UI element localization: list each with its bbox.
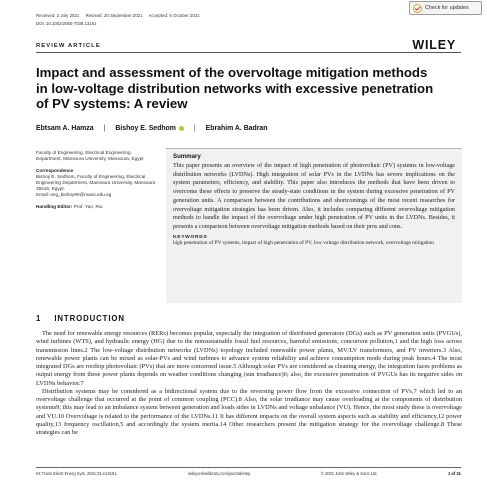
author-name[interactable]: Ebtsam A. Hamza bbox=[36, 125, 94, 132]
keywords-heading: KEYWORDS bbox=[173, 234, 208, 240]
author-list bbox=[36, 125, 267, 132]
author-name[interactable]: Bishoy E. Sedhom bbox=[115, 125, 176, 132]
author-separator: | bbox=[193, 125, 196, 132]
publisher-logo: WILEY bbox=[412, 38, 456, 52]
revised-date: Revised: 20 September 2021 bbox=[85, 13, 143, 18]
page-number: 1 of 31 bbox=[447, 471, 461, 476]
keywords-text: high penetration of PV systems, impact of high penetration of PV, low voltage distribution network, overvoltage mitigation bbox=[173, 239, 434, 246]
section-title: INTRODUCTION bbox=[54, 314, 125, 323]
correspondence-email[interactable]: Email: eng_bishoy90@mans.edu.eg bbox=[36, 192, 112, 197]
body-paragraph: The need for renewable energy resources (RERs) becomes popular, especially the integration of distributed generators (DGs) such as PV generation units (PVGUs), wind turbines (WTS), and hydraulic energy (HG) due to the nonsustainable fossil fuel resources, harmful emissions, concurrent pollution,1 and the high loss across transmission lines.2 The low-voltage distribution networks (LVDNs) topology included renewable power plants, MV/LV transformers, and PV inverters.3 Also, renewable power plants can be mixed as solar-PVs and wind turbines to advance system reliability and achieve consumption mode during peak hours.4 The most integrated DGs are rooftop photovoltaic (PVs) that are more concerned issue.5 Although solar PVs are considered as cleaning energy, the integration faces problems as output energy from these power plants depends on weather conditions changing (sun irradiance)6; also, the excessive penetration of PVGUs has its negative sides on LVDNs behavior.7 bbox=[36, 330, 462, 387]
article-title: Impact and assessment of the overvoltage mitigation methods in low-voltage distribution networks with excessive penetration of PV systems: A review bbox=[36, 65, 434, 111]
summary-box bbox=[166, 148, 462, 303]
body-paragraph: Distribution systems may be considered as a bidirectional system due to the reversing power flow from the excessive connection of PVs,7 which led to an overvoltage challenge that occurred at the point of common coupling (PCC).8 Also, the solar irradiance may cause overloading at the components of distribution systems9; this may lead to an imbalance system between generation and loads sides in LVDNs and voltage unbalance (VU). Hence, the most study these is overvoltage and VU.10 Overvoltage is related to the performance of the LVDNs.11 It has different impacts on the overall system aspects such as stability and efficiency,12 power quality,13 frequency oscillation,5 and accordingly the system inertia.14 Other researchers present the mitigation strategy for the overvoltage challenge.8 These strategies can be bbox=[36, 387, 462, 436]
summary-heading: Summary bbox=[173, 153, 201, 160]
doi[interactable]: DOI: 10.1002/2050-7038.13161 bbox=[36, 21, 97, 26]
author-info-column bbox=[36, 150, 156, 216]
handling-editor bbox=[36, 204, 156, 210]
received-date: Received: 2 July 2021 bbox=[36, 13, 80, 18]
section-heading bbox=[36, 314, 125, 323]
journal-url[interactable]: wileyonlinelibrary.com/journal/etep bbox=[188, 471, 251, 476]
article-type: REVIEW ARTICLE bbox=[36, 43, 101, 49]
orcid-icon[interactable] bbox=[179, 126, 184, 131]
section-number: 1 bbox=[36, 314, 42, 323]
author-separator: | bbox=[103, 125, 106, 132]
handling-editor-name: Prof. Yao, Rui bbox=[73, 204, 103, 209]
check-updates-icon bbox=[413, 4, 422, 13]
article-dates bbox=[36, 13, 205, 18]
check-for-updates-button[interactable] bbox=[409, 1, 482, 15]
affiliation: Faculty of Engineering, Electrical Engineering Department, Mansoura University, Mansoura, Egypt bbox=[36, 150, 144, 161]
body-text bbox=[36, 330, 462, 437]
author-name[interactable]: Ebrahim A. Badran bbox=[205, 125, 268, 132]
correspondence-block bbox=[36, 168, 156, 198]
page-footer bbox=[36, 471, 461, 476]
journal-citation: Int Trans Electr Energ Syst. 2021;31:e13161. bbox=[36, 471, 118, 476]
header-divider bbox=[36, 52, 461, 53]
accepted-date: Accepted: 5 October 2021 bbox=[148, 13, 200, 18]
check-updates-label: Check for updates bbox=[425, 5, 469, 11]
footer-divider bbox=[36, 467, 461, 468]
handling-editor-label: Handling Editor: bbox=[36, 204, 73, 209]
copyright: © 2021 John Wiley & Sons Ltd. bbox=[320, 471, 378, 476]
correspondence-text: Bishoy E. Sedhom, Faculty of Engineering, Electrical Engineering Department, Mansoura University, Mansoura 35516, Egypt. bbox=[36, 174, 156, 191]
correspondence-label: Correspondence bbox=[36, 168, 74, 173]
summary-text: This paper presents an overview of the impact of high penetration of photovoltaic (PV) systems in low-voltage distribution networks (LVDNs). High integration of solar PVs in the LVDNs has severe implications on the system parameters, efficiency, and stability. This paper also introduces the methods that have been driven to overcome these effects to preserve the steady-state conditions in the system during excessive penetration of PV generation units. A comparison between the contributions and shortcomings of the most recent researches for overvoltage mitigation strategies has been driven. Also, it includes comparing different overvoltage mitigation methods to handle the impact of the overvoltage under high penetration of PV units in the LVDNs. Besides, it presents a comparison between overvoltage mitigation methods based on their pros and cons. bbox=[173, 163, 455, 230]
